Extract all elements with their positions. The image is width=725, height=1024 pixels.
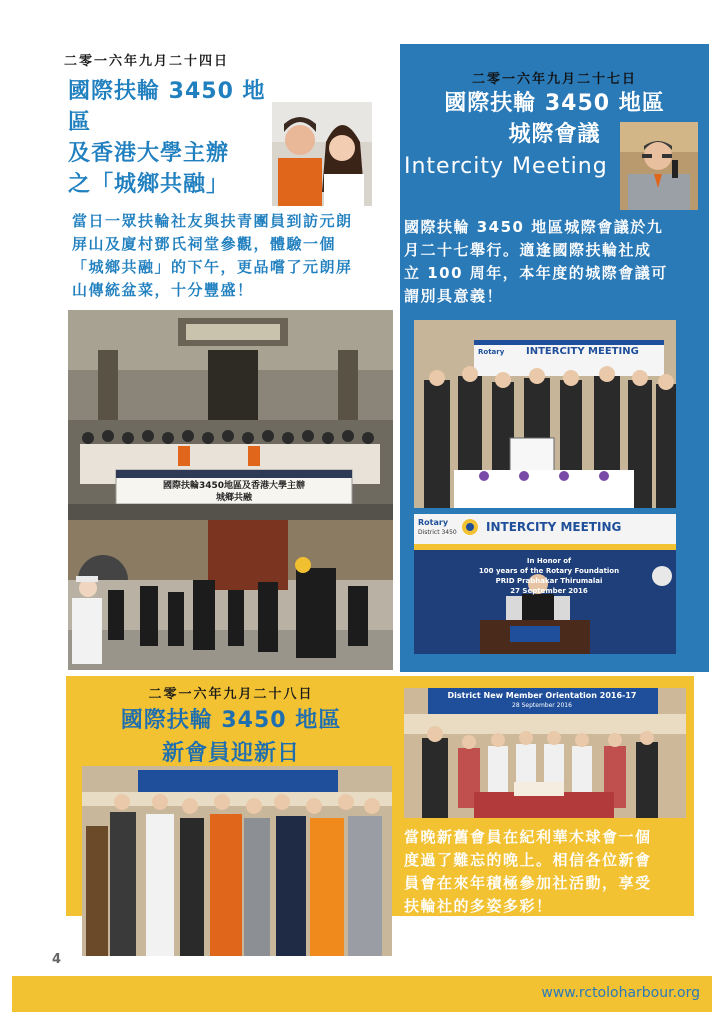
- section1-title-line: 國際扶輪 3450 地區: [68, 79, 266, 135]
- section2-english-title: Intercity Meeting: [404, 154, 608, 179]
- footer-url-link[interactable]: www.rctoloharbour.org: [541, 985, 700, 1001]
- section3-body-line: 度過了難忘的晚上。相信各位新會: [404, 851, 652, 869]
- new-member-cake-photo: [404, 688, 686, 818]
- section2-date: 二零一六年九月二十七日: [471, 72, 637, 87]
- section2-body-line: 立 100 周年，本年度的城際會議可: [404, 264, 668, 282]
- orientation-banner-text: District New Member Orientation 2016-17: [447, 691, 637, 700]
- district-label: District 3450: [418, 529, 457, 536]
- intercity-cake-photo: [414, 320, 676, 508]
- new-member-group-photo: [82, 766, 392, 956]
- honor-line: PRID Prabhakar Thirumalai: [495, 577, 603, 585]
- section1-body-line: 屏山及廈村鄧氏祠堂參觀，體驗一個: [72, 235, 337, 253]
- honor-line: In Honor of: [526, 557, 572, 565]
- section2-title-line: 國際扶輪 3450 地區: [444, 91, 665, 116]
- orientation-banner-subtext: 28 September 2016: [512, 702, 572, 709]
- section2-body-line: 月二十七舉行。適逢國際扶輪社成: [404, 241, 652, 259]
- rotary-logo-label: Rotary: [418, 518, 449, 527]
- section1-body-line: 當日一眾扶輪社友與扶青團員到訪元朗: [72, 212, 353, 230]
- section3-body-line: 扶輪社的多姿多彩！: [404, 897, 553, 915]
- section3-date: 二零一六年九月二十八日: [148, 687, 314, 702]
- section1-date: 二零一六年九月二十四日: [64, 54, 230, 69]
- intercity-speech-photo: [414, 514, 676, 654]
- section1-title-line: 之「城鄉共融」: [68, 172, 230, 197]
- portrait-photo: [272, 102, 372, 206]
- section3-body-line: 員會在來年積極參加社活動，享受: [404, 874, 652, 892]
- section1-body: [72, 210, 392, 302]
- section2-title-line: 城際會議: [508, 122, 601, 147]
- section2-body-line: 國際扶輪 3450 地區城際會議於九: [404, 218, 664, 236]
- section3-title: [66, 704, 396, 770]
- speaker-portrait-photo: [620, 122, 698, 210]
- ancestral-hall-group-photo: [68, 310, 393, 520]
- section2-body: [404, 216, 700, 308]
- group-banner-subtext: 城鄉共融: [215, 493, 252, 503]
- section1-title: [68, 76, 278, 200]
- honor-line: 100 years of the Rotary Foundation: [478, 567, 620, 575]
- rotary-logo-text: Rotary: [478, 348, 505, 356]
- section1-body-line: 「城鄉共融」的下午，更品嚐了元朗屏: [72, 258, 353, 276]
- section3-body-line: 當晚新舊會員在紀利華木球會一個: [404, 828, 652, 846]
- section3-body: [404, 826, 694, 918]
- section3-title-line: 國際扶輪 3450 地區: [120, 708, 342, 733]
- intercity-banner-text-2: INTERCITY MEETING: [486, 520, 622, 534]
- page-number: 4: [52, 952, 62, 967]
- honor-line: 27 September 2016: [510, 587, 588, 595]
- village-visit-photo: [68, 520, 393, 670]
- intercity-banner-text: INTERCITY MEETING: [526, 346, 639, 357]
- section1-body-line: 山傳統盆菜，十分豐盛！: [72, 281, 254, 299]
- section2-body-line: 謂別具意義！: [404, 287, 504, 305]
- honor-text: [474, 556, 624, 596]
- section3-title-line: 新會員迎新日: [161, 741, 300, 766]
- group-banner-text: 國際扶輪3450地區及香港大學主辦: [162, 481, 306, 491]
- section1-title-line: 及香港大學主辦: [68, 141, 230, 166]
